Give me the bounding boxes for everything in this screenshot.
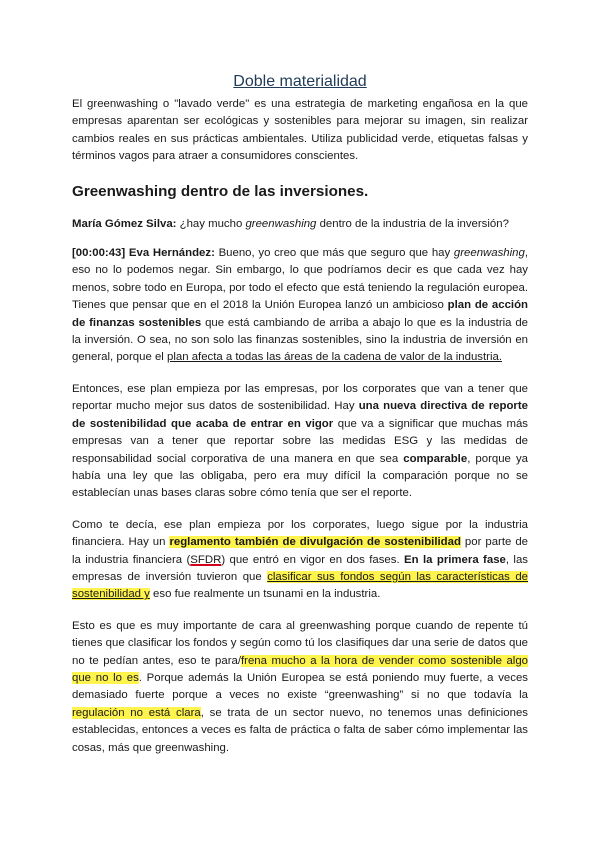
para4-text: . Porque además la Unión Europea se está poniendo muy fuerte, a veces demasiado fuerte porque a veces no existe “greenwashing” si no que todavía la [72, 671, 528, 702]
answer-speaker: [00:00:43] Eva Hernández: [72, 247, 215, 260]
section-heading: Greenwashing dentro de las inversiones. [72, 182, 369, 200]
answer-text: que está cambiando de arriba a abajo lo que es la industria de la inversión. O sea, no son solo las finanzas sostenibles, sino la industria de inversión en general, porque el [72, 316, 528, 364]
para2-text: que va a significar que muchas más empresas van a tener que reportar sobre las medidas ESG y las medidas de responsabilidad social corporativa de una manera en que sea [72, 417, 528, 465]
paragraph-3 [72, 517, 528, 604]
para4-text: Esto es que es muy importante de cara al greenwashing porque cuando de repente tú tienes que clasificar los fondos y según como tú los clasifiques dar una serie de datos que no te pedían antes, eso te para/ [72, 619, 528, 667]
para2-text: , porque ya había una ley que las obligaba, pero era muy difícil la comparación porque no se establecían unas bases claras sobre cómo tenía que ser el reporte. [72, 452, 528, 500]
paragraph-4 [72, 618, 528, 757]
question-text-2: dentro de la industria de la inversión? [316, 217, 509, 230]
para3-text: eso fue realmente un tsunami en la industria. [149, 588, 381, 601]
para2-bold: comparable [403, 452, 468, 465]
para3-text: , las empresas de inversión tuvieron que [72, 553, 528, 583]
question-text-1: ¿hay mucho [176, 217, 246, 230]
para3-highlight-bold: reglamento también de divulgación de sostenibilidad [169, 536, 461, 549]
para3-spellcheck-underline: SFDR [190, 553, 222, 566]
para3-text: Como te decía, ese plan empieza por los corporates, luego sigue por la industria financiera. Hay un [72, 518, 528, 549]
answer-bold: plan de acción de finanzas sostenibles [72, 299, 528, 329]
document-title: Doble materialidad [233, 73, 367, 90]
question-speaker: María Gómez Silva: [72, 217, 177, 230]
para2-bold: una nueva directiva de reporte de sostenibilidad que acaba de entrar en vigor [72, 400, 528, 430]
answer-underline: plan afecta a todas las áreas de la cadena de valor de la industria. [167, 351, 502, 364]
para3-highlight-underline: clasificar sus fondos según las características de sostenibilidad y [72, 570, 528, 601]
para4-highlight: frena mucho a la hora de vender como sostenible algo que no lo es [72, 654, 529, 684]
answer-italic: greenwashing [453, 247, 525, 260]
para4-text: , se trata de un sector nuevo, no tenemos unas definiciones establecidas, entonces a veces es falta de práctica o falta de saber cómo implementar las cosas, más que greenwashing. [72, 706, 528, 754]
para2-text: Entonces, ese plan empieza por las empresas, por los corporates que van a tener que reportar mucho mejor sus datos de sostenibilidad. Hay [72, 382, 528, 413]
question-italic: greenwashing [245, 217, 317, 230]
answer-paragraph [72, 245, 528, 367]
answer-text: Bueno, yo creo que más que seguro que hay [214, 247, 454, 260]
question-paragraph [72, 216, 528, 233]
para3-text: por parte de la industria financiera ( [72, 536, 528, 566]
para3-text: ) que entró en vigor en dos fases. [221, 553, 405, 566]
intro-paragraph: El greenwashing o "lavado verde" es una estrategia de marketing engañosa en la que empresas aparentan ser ecológicas y sostenibles para mejorar su imagen, sin realizar cambios reales en sus prácticas ambientales. Utiliza publicidad verde, etiquetas falsas y términos vagos para atraer a consumidores conscientes. [72, 98, 528, 163]
para4-highlight: regulación no está clara [72, 706, 201, 719]
para3-bold: En la primera fase [404, 553, 506, 566]
paragraph-2 [72, 381, 528, 503]
answer-text: , eso no lo podemos negar. Sin embargo, lo que podríamos decir es que cada vez hay menos, sobre todo en Europa, por todo el efecto que está teniendo la regulación europea. Tienes que pensar que en el 2018 la Unión Europea lanzó un ambicioso [72, 247, 528, 312]
